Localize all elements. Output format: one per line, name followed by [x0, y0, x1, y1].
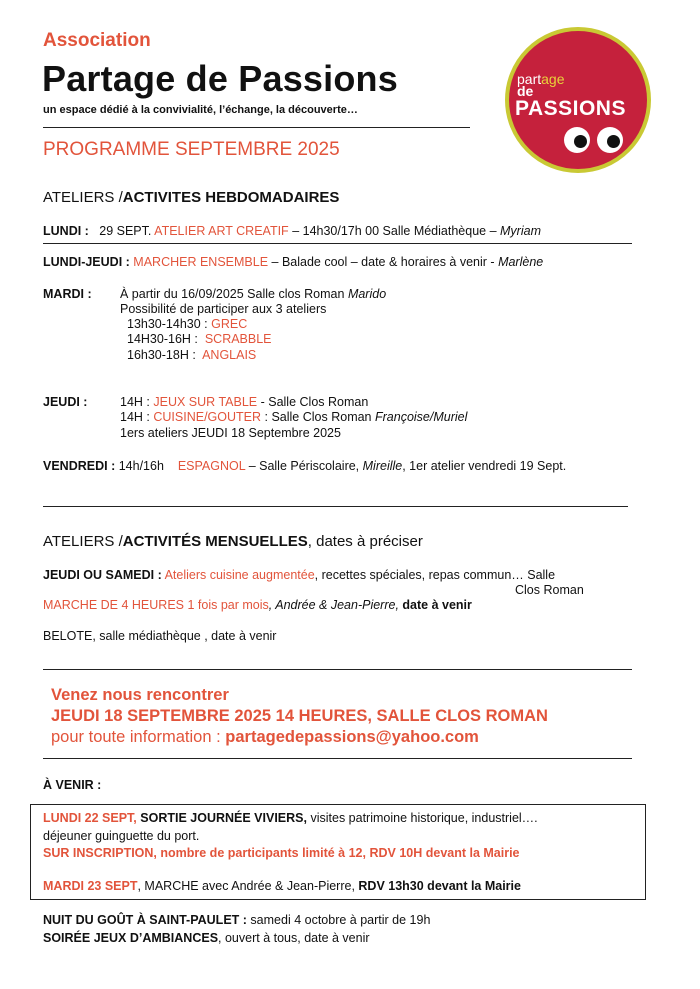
divider	[43, 506, 628, 507]
vendredi-row: VENDREDI : 14h/16h ESPAGNOL – Salle Périscolaire, Mireille, 1er atelier vendredi 19 Sept.	[43, 459, 567, 473]
event-1-registration: SUR INSCRIPTION, nombre de participants limité à 12, RDV 10H devant la Mairie	[43, 846, 520, 860]
logo	[505, 27, 651, 173]
logo-de-text: de	[517, 83, 534, 99]
meet-line-1: Venez nous rencontrer	[51, 686, 229, 704]
header-divider	[43, 127, 470, 128]
meet-line-3: pour toute information : partagedepassions@yahoo.com	[51, 728, 479, 746]
jeudi-day: JEUDI :	[43, 395, 88, 409]
event-2-line: MARDI 23 SEPT, MARCHE avec Andrée & Jean-Pierre, RDV 13h30 devant la Mairie	[43, 879, 521, 893]
mardi-slot: 16h30-18H : ANGLAIS	[127, 348, 257, 362]
monthly-heading: ATELIERS /ACTIVITÉS MENSUELLES, dates à préciser	[43, 533, 423, 550]
mardi-day: MARDI :	[43, 287, 92, 301]
logo-part-text: partage	[517, 71, 565, 87]
mardi-line2: Possibilité de participer aux 3 ateliers	[120, 302, 327, 316]
monthly-item-3: BELOTE, salle médiathèque , date à venir	[43, 629, 277, 643]
mardi-line1: À partir du 16/09/2025 Salle clos Roman Marido	[120, 287, 387, 301]
note-2: SOIRÉE JEUX D’AMBIANCES, ouvert à tous, date à venir	[43, 931, 370, 945]
event-1-line: LUNDI 22 SEPT, SORTIE JOURNÉE VIVIERS, visites patrimoine historique, industriel….	[43, 811, 538, 825]
jeudi-row2: 14H : CUISINE/GOUTER : Salle Clos Roman Françoise/Muriel	[120, 410, 468, 424]
event-1-detail: déjeuner guinguette du port.	[43, 829, 200, 843]
programme-title: PROGRAMME SEPTEMBRE 2025	[43, 139, 340, 160]
weekly-heading: ATELIERS /ACTIVITES HEBDOMADAIRES	[43, 189, 340, 206]
mardi-slot: 14H30-16H : SCRABBLE	[127, 332, 272, 346]
lundi-row: LUNDI : 29 SEPT. ATELIER ART CREATIF – 14h30/17h 00 Salle Médiathèque – Myriam	[43, 224, 541, 238]
upcoming-heading: À VENIR :	[43, 778, 102, 792]
divider	[43, 669, 632, 670]
tagline: un espace dédié à la convivialité, l’échange, la découverte…	[43, 104, 358, 116]
lundi-jeudi-row: LUNDI-JEUDI : MARCHER ENSEMBLE – Balade cool – date & horaires à venir - Marlène	[43, 255, 544, 269]
logo-passions-text: PASSIONS	[515, 97, 626, 120]
jeudi-row1: 14H : JEUX SUR TABLE - Salle Clos Roman	[120, 395, 369, 409]
monthly-item-2: MARCHE DE 4 HEURES 1 fois par mois, Andrée & Jean-Pierre, date à venir	[43, 598, 472, 612]
right-eye-icon	[597, 127, 623, 153]
mardi-slot: 13h30-14h30 : GREC	[127, 317, 248, 331]
note-1: NUIT DU GOÛT À SAINT-PAULET : samedi 4 octobre à partir de 19h	[43, 913, 431, 927]
divider	[43, 758, 632, 759]
association-label: Association	[43, 30, 151, 51]
contact-email[interactable]: partagedepassions@yahoo.com	[225, 728, 479, 746]
jeudi-row3: 1ers ateliers JEUDI 18 Septembre 2025	[120, 426, 341, 440]
monthly-item-1-cont: Clos Roman	[515, 583, 584, 597]
page-title: Partage de Passions	[42, 58, 398, 99]
divider	[43, 243, 632, 244]
monthly-item-1: JEUDI OU SAMEDI : Ateliers cuisine augmentée, recettes spéciales, repas commun… Salle	[43, 568, 556, 582]
left-eye-icon	[564, 127, 590, 153]
meet-line-2: JEUDI 18 SEPTEMBRE 2025 14 HEURES, SALLE CLOS ROMAN	[51, 707, 548, 725]
